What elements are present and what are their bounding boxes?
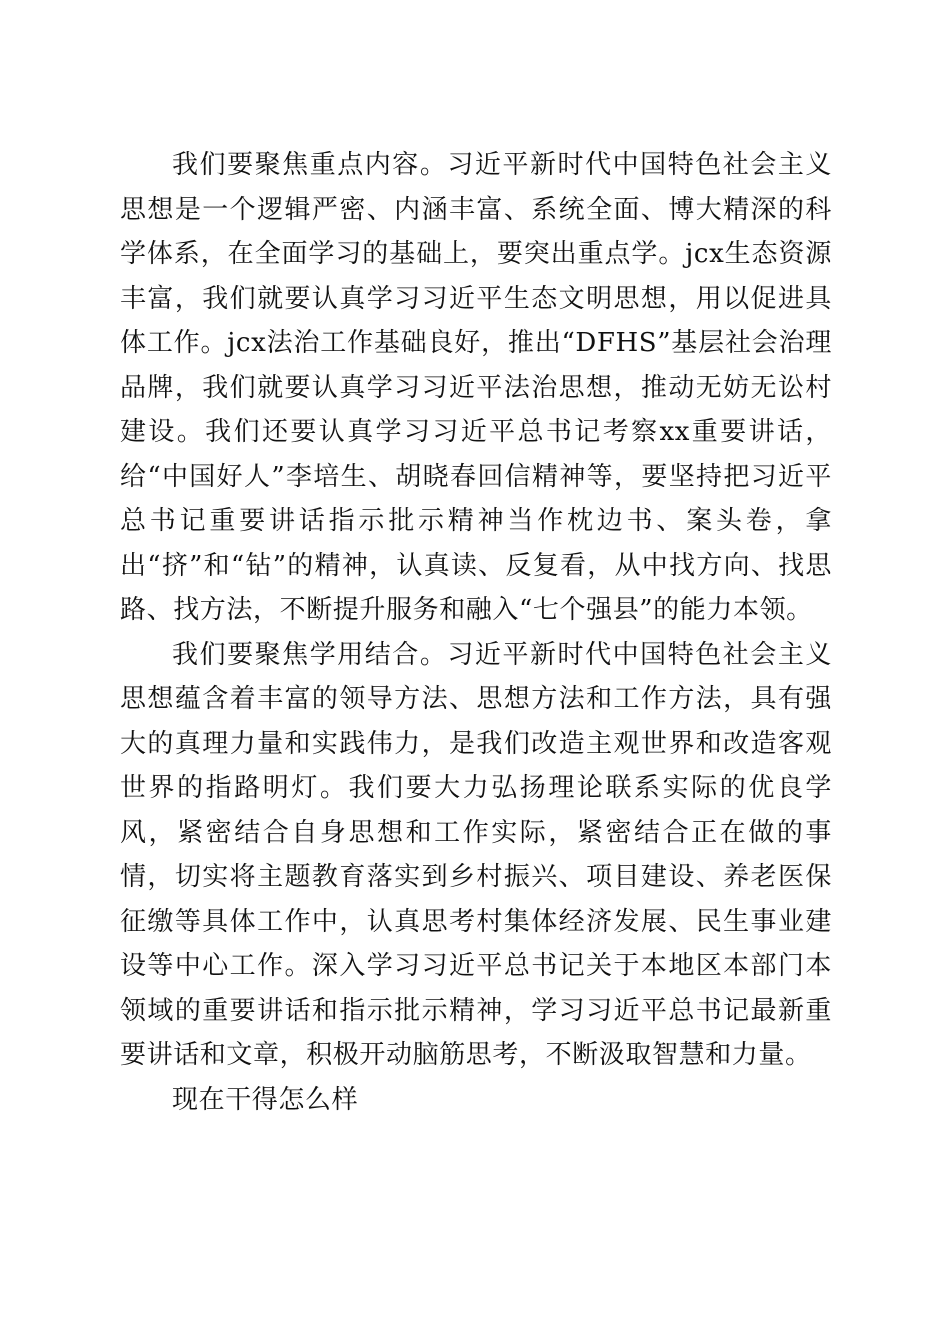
paragraph-focus-study-application: 我们要聚焦学用结合。习近平新时代中国特色社会主义思想蕴含着丰富的领导方法、思想方法和工作方法，具有强大的真理力量和实践伟力，是我们改造主观世界和改造客观世界的指路明灯。我们要大力弘扬理论联系实际的优良学风，紧密结合自身思想和工作实际，紧密结合正在做的事情，切实将主题教育落实到乡村振兴、项目建设、养老医保征缴等具体工作中，认真思考村集体经济发展、民生事业建设等中心工作。深入学习习近平总书记关于本地区本部门本领域的重要讲话和指示批示精神，学习习近平总书记最新重要讲话和文章，积极开动脑筋思考，不断汲取智慧和力量。 <box>120 639 832 1070</box>
paragraph-focus-key-content: 我们要聚焦重点内容。习近平新时代中国特色社会主义思想是一个逻辑严密、内涵丰富、系统全面、博大精深的科学体系，在全面学习的基础上，要突出重点学。jcx生态资源丰富，我们就要认真学习习近平生态文明思想，用以促进具体工作。jcx法治工作基础良好，推出“DFHS”基层社会治理品牌，我们就要认真学习习近平法治思想，推动无妨无讼村建设。我们还要认真学习习近平总书记考察xx重要讲话，给“中国好人”李培生、胡晓春回信精神等，要坚持把习近平总书记重要讲话指示批示精神当作枕边书、案头卷，拿出“挤”和“钻”的精神，认真读、反复看，从中找方向、找思路、找方法，不断提升服务和融入“七个强县”的能力本领。 <box>120 150 832 625</box>
document-body <box>120 143 832 1122</box>
section-heading: 现在干得怎么样 <box>172 1084 359 1115</box>
